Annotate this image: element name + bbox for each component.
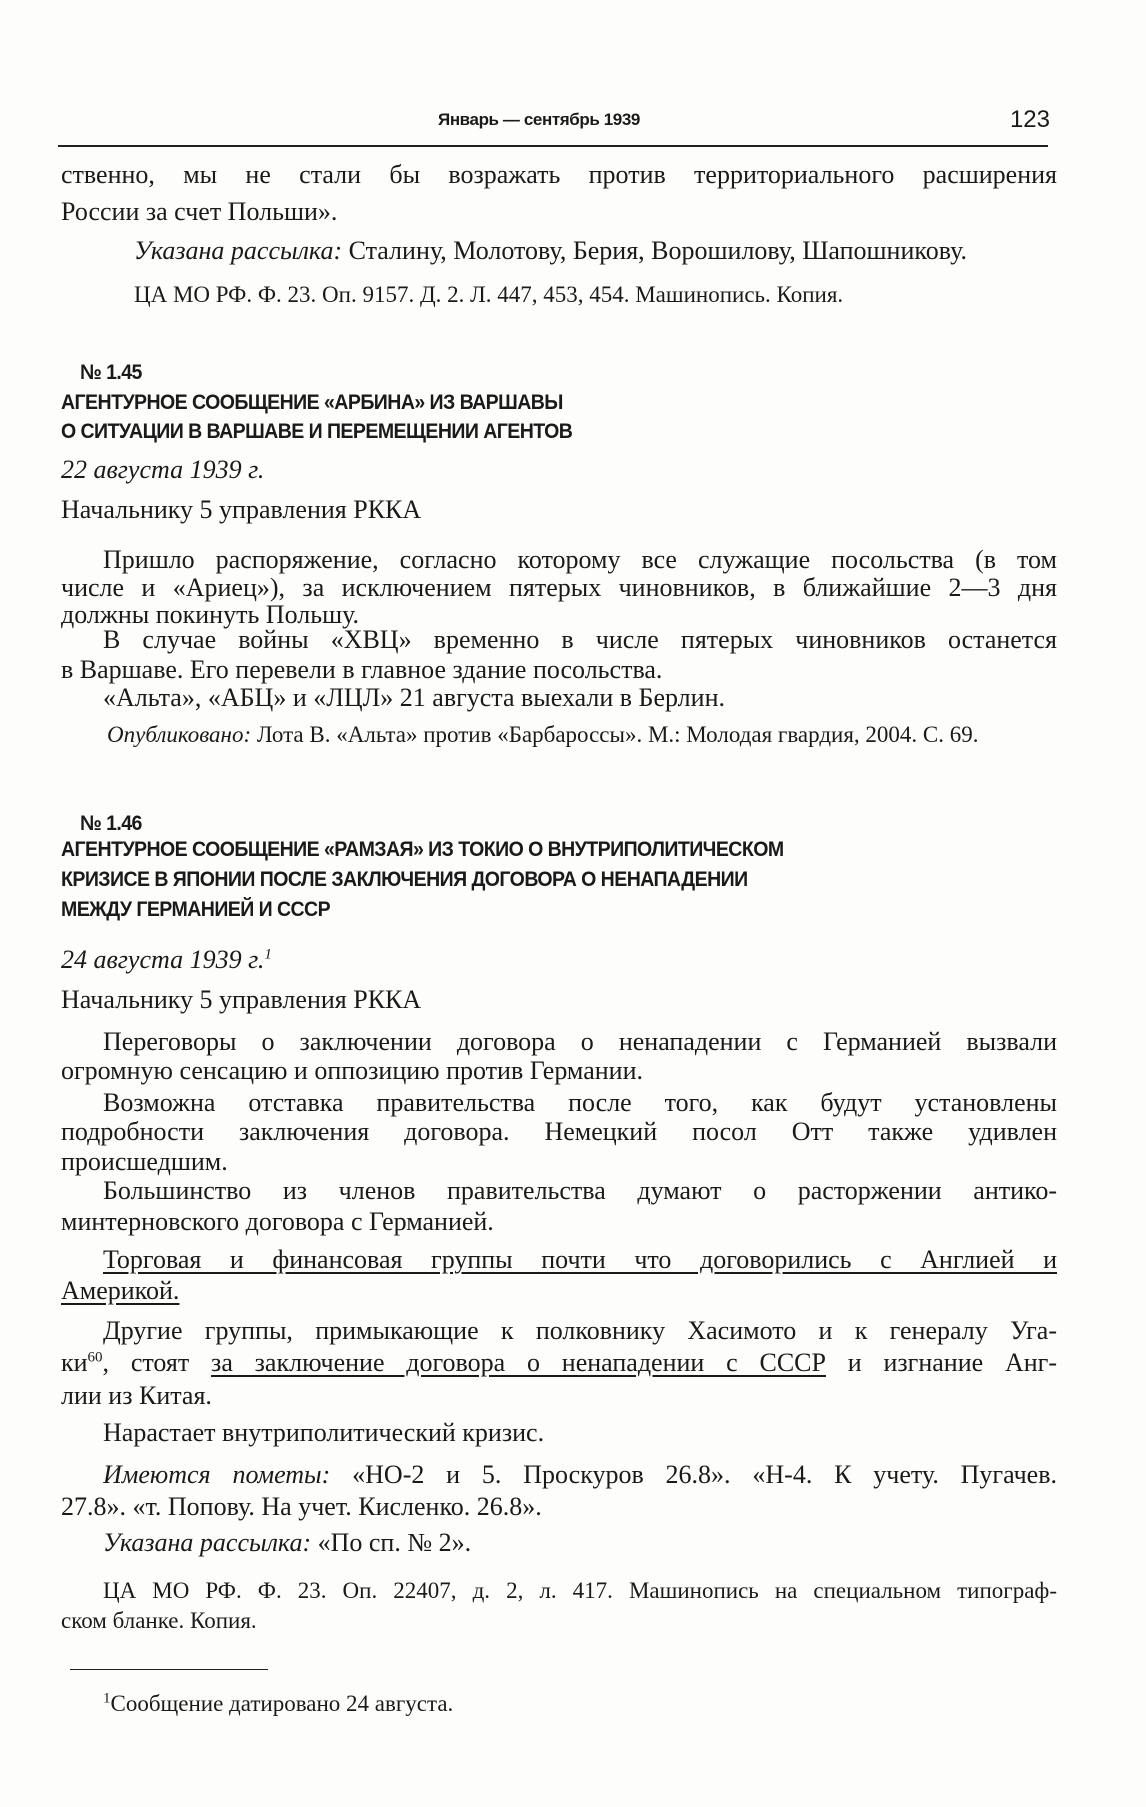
text-line: В случае войны «ХВЦ» временно в числе пятерых чиновников останется <box>103 625 1057 654</box>
marks-label: Имеются пометы: <box>103 1460 331 1489</box>
distribution-text: Сталину, Молотову, Берия, Ворошилову, Шапошникову. <box>342 236 967 265</box>
document-title-line: О СИТУАЦИИ В ВАРШАВЕ И ПЕРЕМЕЩЕНИИ АГЕНТОВ <box>61 420 573 443</box>
document-title-line: КРИЗИСЕ В ЯПОНИИ ПОСЛЕ ЗАКЛЮЧЕНИЯ ДОГОВОРА О НЕНАПАДЕНИИ <box>61 868 748 891</box>
page-number: 123 <box>1009 106 1050 133</box>
underlined-text: Америкой. <box>61 1276 180 1305</box>
underlined-text: за заключение договора о ненападении с СССР <box>211 1348 826 1377</box>
footnote <box>103 1690 453 1718</box>
addressee: Начальнику 5 управления РККА <box>61 985 422 1014</box>
text-line <box>61 1348 1057 1378</box>
text-line: России за счет Польши». <box>61 197 338 226</box>
text-line: ственно, мы не стали бы возражать против территориального расширения <box>61 160 1057 189</box>
underlined-text-line <box>103 1245 1057 1275</box>
footnote-text: Сообщение датировано 24 августа. <box>110 1691 454 1716</box>
text-line: огромную сенсацию и оппозицию против Германии. <box>61 1056 643 1085</box>
archive-reference: ЦА МО РФ. Ф. 23. Оп. 9157. Д. 2. Л. 447, 453, 454. Машинопись. Копия. <box>134 282 844 307</box>
text-line: Нарастает внутриполитический кризис. <box>103 1418 545 1447</box>
publication-reference <box>107 721 979 749</box>
text-line: происшедшим. <box>61 1147 228 1176</box>
distribution-text: «По сп. № 2». <box>311 1528 472 1557</box>
text-line: лии из Китая. <box>61 1381 212 1410</box>
marks-text: «НО-2 и 5. Проскуров 26.8». «Н-4. К учету. Пугачев. <box>352 1460 1057 1489</box>
text-segment: ки <box>61 1348 88 1377</box>
document-date: 22 августа 1939 г. <box>61 455 265 484</box>
text-line: Возможна отставка правительства после того, как будут установлены <box>103 1088 1057 1117</box>
marks-note <box>103 1460 1057 1490</box>
text-line: Переговоры о заключении договора о ненападении с Германией вызвали <box>103 1027 1057 1056</box>
footnote-rule <box>70 1669 268 1670</box>
document-date <box>61 945 272 975</box>
distribution-label: Указана рассылка: <box>103 1528 312 1557</box>
distribution-note <box>103 1528 471 1558</box>
text-line: должны покинуть Польшу. <box>61 600 359 629</box>
text-segment: , стоят <box>102 1348 212 1377</box>
footnote-mark: 1 <box>264 946 272 963</box>
marks-note: 27.8». «т. Попову. На учет. Кисленко. 26.8». <box>61 1492 542 1521</box>
addressee: Начальнику 5 управления РККА <box>61 495 422 524</box>
footnote-mark: 1 <box>103 1690 111 1707</box>
text-line: Большинство из членов правительства думают о расторжении антико- <box>103 1176 1057 1205</box>
text-line: числе и «Ариец»), за исключением пятерых чиновников, в ближайшие 2—3 дня <box>61 573 1057 602</box>
running-title: Январь — сентябрь 1939 <box>438 110 640 129</box>
underlined-text: Торговая и финансовая группы почти что договорились с Англией и <box>103 1245 1057 1274</box>
distribution-note <box>134 236 967 266</box>
underlined-text-line <box>61 1276 179 1306</box>
text-segment: и изгнание Анг- <box>847 1348 1057 1377</box>
text-line: минтерновского договора с Германией. <box>61 1207 494 1236</box>
document-number: № 1.46 <box>80 812 142 835</box>
text-line: «Альта», «АБЦ» и «ЛЦЛ» 21 августа выехали в Берлин. <box>103 683 725 712</box>
text-line: Пришло распоряжение, согласно которому все служащие посольства (в том <box>103 545 1057 574</box>
header-rule <box>58 145 1048 147</box>
date-text: 24 августа 1939 г. <box>61 945 265 974</box>
archive-reference: ском бланке. Копия. <box>61 1608 257 1633</box>
document-number: № 1.45 <box>80 361 142 384</box>
endnote-mark: 60 <box>87 1349 103 1366</box>
published-text: Лота В. «Альта» против «Барбароссы». М.: Молодая гвардия, 2004. С. 69. <box>251 722 979 747</box>
document-title-line: АГЕНТУРНОЕ СООБЩЕНИЕ «РАМЗАЯ» ИЗ ТОКИО О ВНУТРИПОЛИТИЧЕСКОМ <box>61 838 784 861</box>
archive-reference: ЦА МО РФ. Ф. 23. Оп. 22407, д. 2, л. 417. Машинопись на специальном типограф- <box>103 1578 1057 1603</box>
distribution-label: Указана рассылка: <box>134 236 343 265</box>
document-title-line: АГЕНТУРНОЕ СООБЩЕНИЕ «АРБИНА» ИЗ ВАРШАВЫ <box>61 391 563 414</box>
text-line: Другие группы, примыкающие к полковнику Хасимото и к генералу Уга- <box>103 1316 1057 1345</box>
text-line: в Варшаве. Его перевели в главное здание посольства. <box>61 655 663 684</box>
published-label: Опубликовано: <box>107 722 252 747</box>
text-line: подробности заключения договора. Немецкий посол Отт также удивлен <box>61 1117 1057 1146</box>
document-title-line: МЕЖДУ ГЕРМАНИЕЙ И СССР <box>61 898 331 921</box>
